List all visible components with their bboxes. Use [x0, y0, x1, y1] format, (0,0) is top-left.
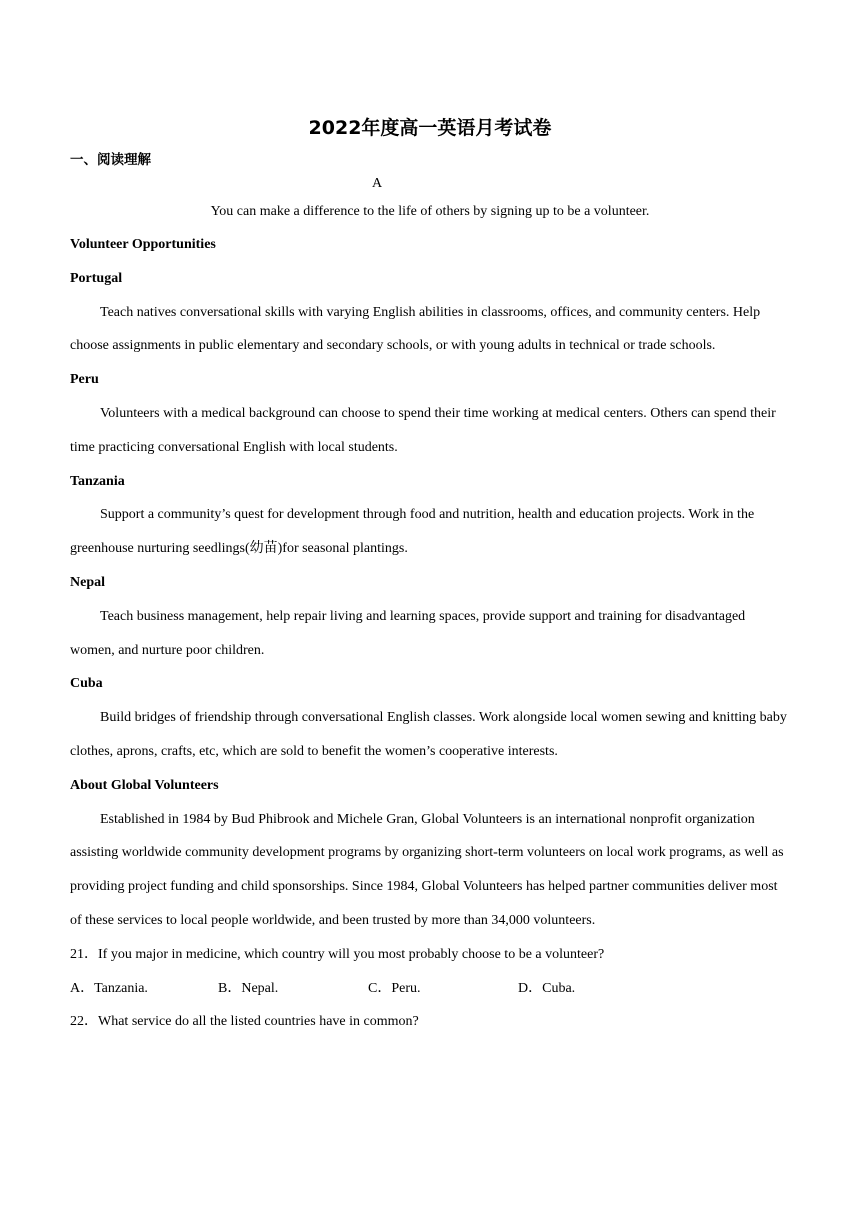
question-21-option-d[interactable]: D．Cuba.: [518, 980, 576, 996]
country-text-nepal: Teach business management, help repair living and learning spaces, provide support and training for disadvantaged women, and nurture poor children.: [70, 608, 746, 658]
about-text: Established in 1984 by Bud Phibrook and Michele Gran, Global Volunteers is an international nonprofit organization assisting worldwide community development programs by organizing short-term volunteers on local work programs, as well as providing project funding and child sponsorships. Since 1984, Global Volunteers has helped partner communities deliver most of these services to local people worldwide, and been trusted by more than 34,000 volunteers.: [70, 811, 784, 928]
question-21-option-c[interactable]: C．Peru.: [368, 980, 421, 996]
question-21-stem: 21．If you major in medicine, which country will you most probably choose to be a volunteer?: [70, 946, 605, 962]
country-name-nepal: Nepal: [70, 574, 105, 590]
country-text-peru: Volunteers with a medical background can choose to spend their time working at medical centers. Others can spend their time practicing conversational English with local students.: [70, 405, 776, 455]
question-21-option-a[interactable]: A．Tanzania.: [70, 980, 148, 996]
about-heading: About Global Volunteers: [70, 777, 219, 793]
opportunities-heading: Volunteer Opportunities: [70, 237, 216, 252]
section-label: 一、阅读理解: [70, 152, 151, 168]
country-text-portugal: Teach natives conversational skills with varying English abilities in classrooms, offices, and community centers. Help choose assignments in public elementary and secondary schools, or with young adults in technical or trade schools.: [70, 304, 761, 354]
passage-intro: You can make a difference to the life of others by signing up to be a volunteer.: [210, 204, 650, 219]
country-text-cuba: Build bridges of friendship through conversational English classes. Work alongside local women sewing and knitting baby clothes, aprons, crafts, etc, which are sold to benefit the women’s cooperative interests.: [70, 710, 787, 759]
country-name-cuba: Cuba: [70, 676, 103, 692]
passage-letter: A: [371, 176, 383, 191]
country-text-tanzania: Support a community’s quest for development through food and nutrition, health and education projects. Work in the greenhouse nurturing seedlings(幼苗)for seasonal plantings.: [70, 507, 755, 557]
country-name-tanzania: Tanzania: [70, 473, 125, 489]
question-22-stem: 22．What service do all the listed countries have in common?: [70, 1014, 419, 1030]
passage-body: [70, 228, 790, 1039]
question-21-option-b[interactable]: B．Nepal.: [218, 980, 279, 996]
page-title: 2022年度高一英语月考试卷: [308, 117, 552, 139]
country-name-portugal: Portugal: [70, 270, 123, 286]
question-21-options: [70, 972, 790, 1006]
country-name-peru: Peru: [70, 372, 99, 388]
